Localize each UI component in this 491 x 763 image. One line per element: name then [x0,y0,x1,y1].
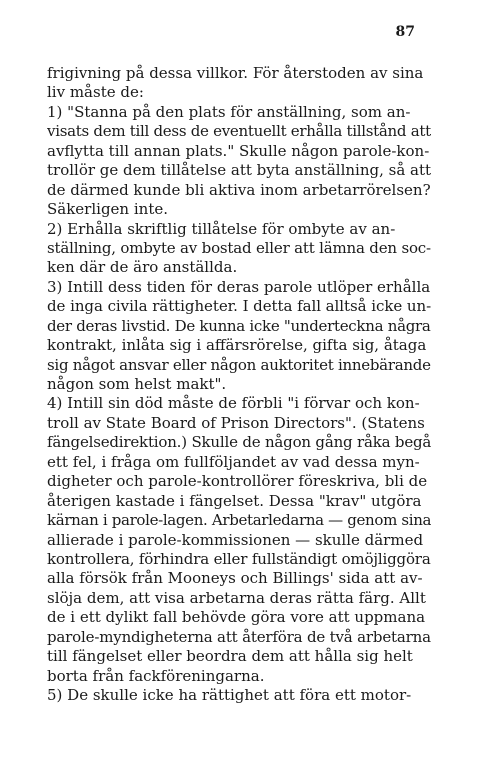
text-line: digheter och parole-kontrollörer föreskriva, bli de [47,472,428,491]
text-line: der deras livstid. De kunna icke "underteckna några [47,316,431,335]
text-line: återigen kastade i fängelset. Dessa "krav" utgöra [47,491,422,510]
text-line: alla försök från Mooneys och Billings' sida att av- [47,569,423,588]
text-line: avflytta till annan plats." Skulle någon parole-kon- [47,141,430,160]
text-line: 5) De skulle icke ha rättighet att föra ett motor- [47,686,412,704]
text-line: de inga civila rättigheter. I detta fall alltså icke un- [47,297,431,316]
text-line: borta från fackföreningarna. [47,666,265,685]
text-line: parole-myndigheterna att återföra de två arbetarna [47,627,431,646]
text-line: 2) Erhålla skriftlig tillåtelse för ombyte av an- [47,219,396,238]
text-line: ställning, ombyte av bostad eller att lämna den soc- [47,238,431,257]
text-line: liv måste de: [47,83,144,102]
text-line: allierade i parole-kommissionen — skulle därmed [47,530,424,549]
text-line: de i ett dylikt fall behövde göra vore att uppmana [47,608,426,627]
text-line: ett fel, i fråga om fullföljandet av vad dessa myn- [47,452,420,471]
text-line: kontrollera, förhindra eller fullständigt omöjliggöra [47,549,431,568]
page-number: 87 [395,24,415,40]
text-line: troll av State Board of Prison Directors". (Statens [47,413,425,432]
text-line: kontrakt, inlåta sig i affärsrörelse, gifta sig, åtaga [47,336,427,355]
text-line: de därmed kunde bli aktiva inom arbetarrörelsen? [47,180,431,199]
text-line: slöja dem, att visa arbetarna deras rätta färg. Allt [47,588,426,607]
text-line: kärnan i parole-lagen. Arbetarledarna — genom sina [47,511,431,530]
text-line: 1) "Stanna på den plats för anställning, som an- [47,102,411,121]
text-line: visats dem till dess de eventuellt erhålla tillstånd att [47,122,431,141]
body-text [47,64,431,705]
text-line: trollör ge dem tillåtelse att byta anställning, så att [47,161,431,180]
text-line: sig något ansvar eller någon auktoritet innebärande [47,355,431,374]
text-line: frigivning på dessa villkor. För återstoden av sina [47,64,424,82]
text-line: ken där de äro anställda. [47,258,238,277]
text-line: 4) Intill sin död måste de förbli "i förvar och kon- [47,394,420,413]
text-line: 3) Intill dess tiden för deras parole utlöper erhålla [47,277,431,296]
text-line: fängelsedirektion.) Skulle de någon gång råka begå [47,433,431,452]
text-line: till fängelset eller beordra dem att hålla sig helt [47,647,413,666]
text-line: Säkerligen inte. [47,200,168,219]
text-line: någon som helst makt". [47,375,227,393]
